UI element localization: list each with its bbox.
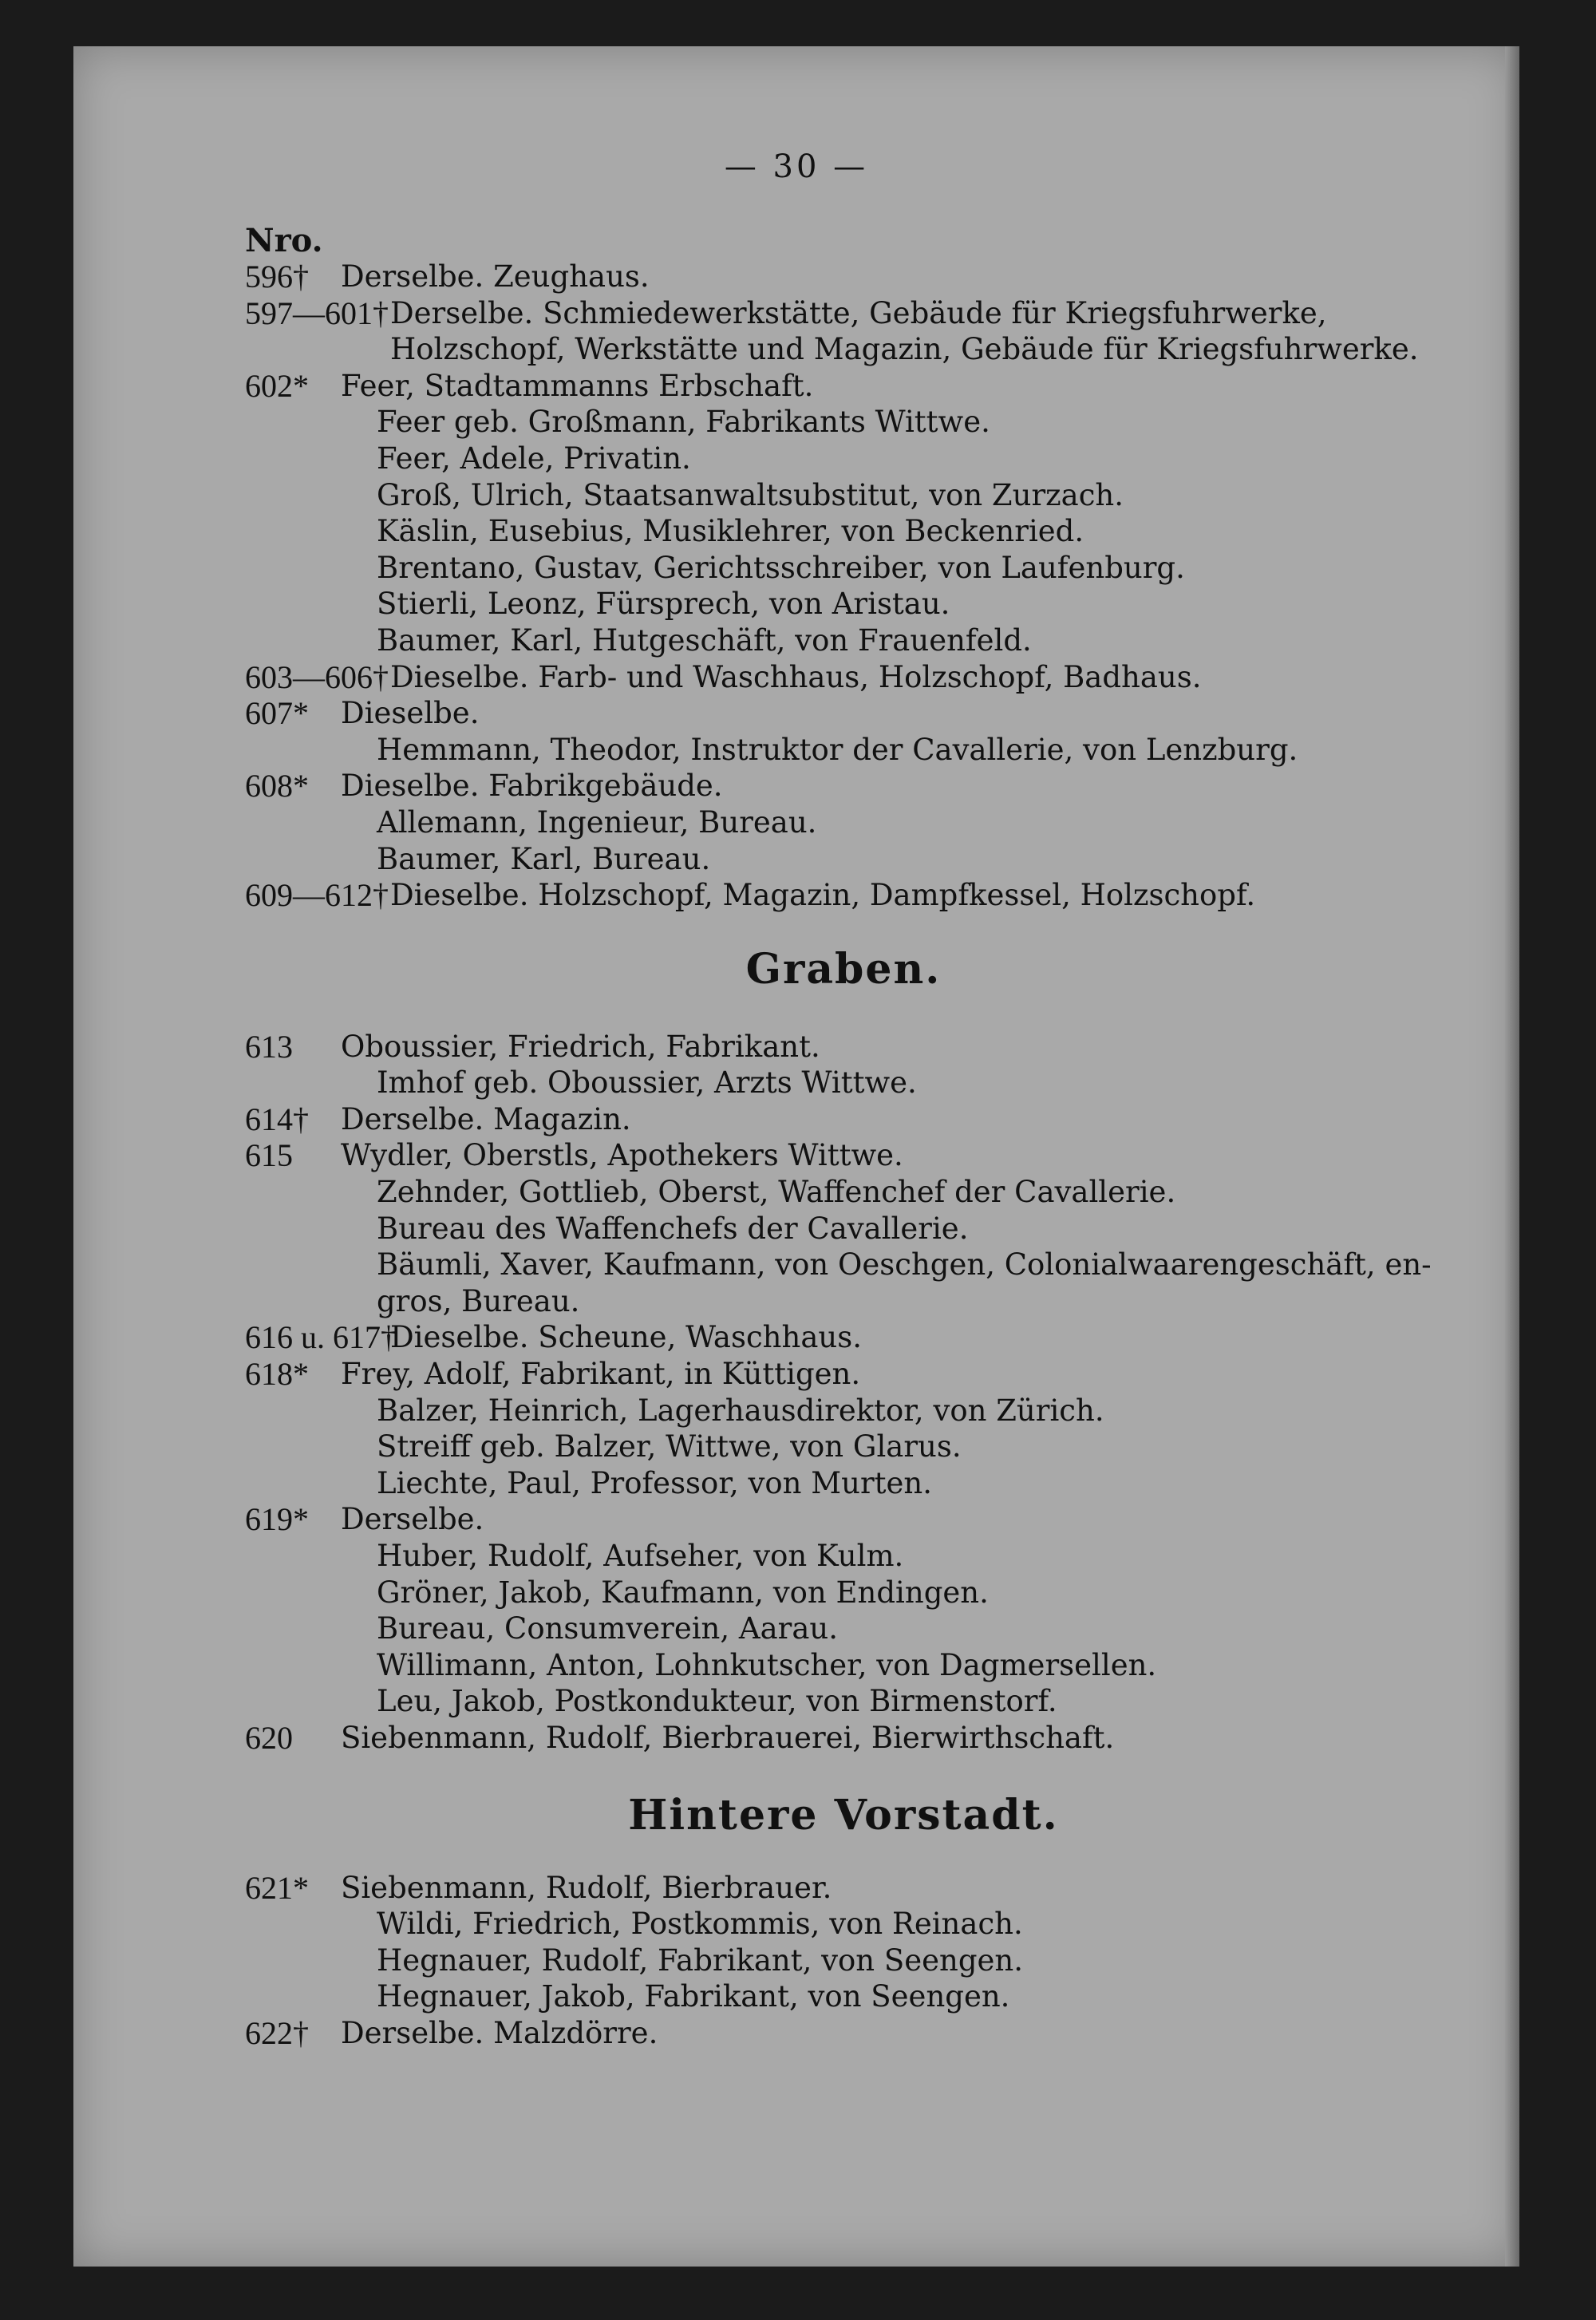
section-entries-hintere-vorstadt [245, 1870, 1442, 2052]
directory-entry [245, 1683, 1442, 1720]
entry-text: Bureau, Consumverein, Aarau. [377, 1611, 839, 1646]
entry-text: Derselbe. Zeughaus. [341, 259, 650, 294]
entry-text: Frey, Adolf, Fabrikant, in Küttigen. [341, 1357, 861, 1392]
entry-text: Bäumli, Xaver, Kaufmann, von Oeschgen, Colonialwaarengeschäft, en-gros, Bureau. [377, 1247, 1432, 1318]
directory-entry [245, 1575, 1442, 1611]
entry-text: Groß, Ulrich, Staatsanwaltsubstitut, von Zurzach. [377, 477, 1124, 512]
nro-label: Nro. [245, 222, 323, 259]
entry-text: Siebenmann, Rudolf, Bierbrauerei, Bierwirthschaft. [341, 1720, 1115, 1755]
entry-text: Derselbe. Malzdörre. [341, 2015, 658, 2050]
entry-text: Dieselbe. Farb- und Waschhaus, Holzschopf, Badhaus. [390, 659, 1202, 694]
directory-entry [245, 659, 1442, 696]
section-entries-1 [245, 259, 1442, 914]
entry-text: Liechte, Paul, Professor, von Murten. [377, 1465, 932, 1500]
page-number: — 30 — [724, 148, 869, 185]
entry-text: Wildi, Friedrich, Postkommis, von Reinach. [377, 1907, 1023, 1942]
entry-text: Dieselbe. [341, 696, 480, 731]
directory-content [245, 222, 1442, 2052]
directory-entry [245, 1137, 1442, 1174]
entry-text: Feer geb. Großmann, Fabrikants Wittwe. [377, 405, 990, 440]
entry-text: Dieselbe. Fabrikgebäude. [341, 769, 723, 804]
entry-text: Derselbe. Schmiedewerkstätte, Gebäude für Kriegsfuhrwerke, Holzschopf, Werkstätte und Magazin, Gebäude für Kriegsfuhrwerke. [390, 295, 1419, 367]
directory-entry [245, 732, 1442, 769]
directory-entry [245, 586, 1442, 622]
entry-text: Dieselbe. Scheune, Waschhaus. [390, 1320, 862, 1355]
directory-entry [245, 477, 1442, 514]
directory-entry [245, 804, 1442, 841]
entry-number: 622† [245, 2014, 309, 2051]
entry-text: Stierli, Leonz, Fürsprech, von Aristau. [377, 587, 950, 622]
directory-entry [245, 1211, 1442, 1247]
entry-text: Allemann, Ingenieur, Bureau. [377, 804, 817, 840]
entry-text: Dieselbe. Holzschopf, Magazin, Dampfkessel, Holzschopf. [390, 878, 1256, 913]
directory-entry [245, 1174, 1442, 1211]
entry-text: Oboussier, Friedrich, Fabrikant. [341, 1029, 820, 1064]
directory-entry [245, 550, 1442, 587]
entry-text: Derselbe. Magazin. [341, 1101, 631, 1136]
entry-text: Willimann, Anton, Lohnkutscher, von Dagmersellen. [377, 1647, 1157, 1682]
entry-number: 619* [245, 1501, 309, 1538]
page-fold [1505, 46, 1519, 2267]
entry-number: 607* [245, 695, 309, 732]
directory-entry [245, 404, 1442, 441]
entry-number: 621* [245, 1869, 309, 1906]
directory-entry [245, 877, 1442, 914]
entry-text: Zehnder, Gottlieb, Oberst, Waffenchef der Cavallerie. [377, 1175, 1176, 1210]
directory-entry [245, 2015, 1442, 2052]
page [73, 46, 1519, 2267]
entry-text: Baumer, Karl, Hutgeschäft, von Frauenfeld. [377, 622, 1032, 658]
directory-entry [245, 1870, 1442, 1907]
entry-text: Bureau des Waffenchefs der Cavallerie. [377, 1211, 969, 1246]
directory-entry [245, 368, 1442, 405]
entry-text: Balzer, Heinrich, Lagerhausdirektor, von Zürich. [377, 1393, 1104, 1428]
entry-text: Hegnauer, Rudolf, Fabrikant, von Seengen. [377, 1943, 1024, 1978]
directory-entry [245, 1978, 1442, 2015]
directory-entry [245, 1465, 1442, 1502]
directory-entry [245, 1429, 1442, 1465]
directory-entry [245, 841, 1442, 878]
entry-number: 603—606† [245, 658, 389, 695]
directory-entry [245, 1720, 1442, 1757]
entry-text: Käslin, Eusebius, Musiklehrer, von Beckenried. [377, 514, 1084, 549]
entry-text: Leu, Jakob, Postkondukteur, von Birmenstorf. [377, 1684, 1057, 1719]
entry-text: Huber, Rudolf, Aufseher, von Kulm. [377, 1539, 904, 1573]
entry-number: 613 [245, 1028, 293, 1065]
directory-entry [245, 1101, 1442, 1138]
directory-entry [245, 622, 1442, 659]
entry-text: Feer, Adele, Privatin. [377, 441, 691, 476]
entry-number: 615 [245, 1137, 293, 1174]
entry-text: Hemmann, Theodor, Instruktor der Cavallerie, von Lenzburg. [377, 732, 1298, 767]
directory-entry [245, 1538, 1442, 1575]
directory-entry [245, 513, 1442, 550]
entry-text: Streiff geb. Balzer, Wittwe, von Glarus. [377, 1429, 962, 1464]
directory-entry [245, 1647, 1442, 1684]
entry-text: Imhof geb. Oboussier, Arzts Wittwe. [377, 1065, 917, 1101]
directory-entry [245, 1501, 1442, 1538]
directory-entry [245, 768, 1442, 804]
entry-text: Derselbe. [341, 1502, 484, 1537]
entry-text: Wydler, Oberstls, Apothekers Wittwe. [341, 1138, 903, 1173]
directory-entry [245, 259, 1442, 295]
directory-entry [245, 1247, 1442, 1319]
entry-text: Brentano, Gustav, Gerichtsschreiber, von Laufenburg. [377, 550, 1185, 585]
section-heading-hintere-vorstadt: Hintere Vorstadt. [628, 1790, 1059, 1840]
section-heading-graben: Graben. [745, 944, 942, 994]
directory-entry [245, 295, 1442, 368]
entry-number: 596† [245, 259, 309, 294]
entry-text: Siebenmann, Rudolf, Bierbrauer. [341, 1870, 832, 1905]
entry-number: 602* [245, 367, 309, 404]
directory-entry [245, 1611, 1442, 1647]
directory-entry [245, 1393, 1442, 1429]
entry-text: Baumer, Karl, Bureau. [377, 841, 711, 876]
directory-entry [245, 1029, 1442, 1065]
entry-number: 608* [245, 768, 309, 804]
entry-number: 618* [245, 1356, 309, 1393]
section-entries-graben [245, 1029, 1442, 1757]
directory-entry [245, 1906, 1442, 1943]
directory-entry [245, 441, 1442, 477]
entry-text: Feer, Stadtammanns Erbschaft. [341, 368, 814, 403]
entry-text: Hegnauer, Jakob, Fabrikant, von Seengen. [377, 1979, 1010, 2014]
entry-number: 614† [245, 1101, 309, 1137]
directory-entry [245, 1943, 1442, 1979]
directory-entry [245, 1065, 1442, 1101]
entry-text: Gröner, Jakob, Kaufmann, von Endingen. [377, 1575, 989, 1610]
directory-entry [245, 1356, 1442, 1393]
directory-entry [245, 695, 1442, 732]
entry-number: 620 [245, 1719, 293, 1756]
entry-number: 609—612† [245, 877, 389, 914]
entry-number: 597—601† [245, 294, 389, 331]
directory-entry [245, 1319, 1442, 1356]
entry-number: 616 u. 617† [245, 1319, 397, 1356]
